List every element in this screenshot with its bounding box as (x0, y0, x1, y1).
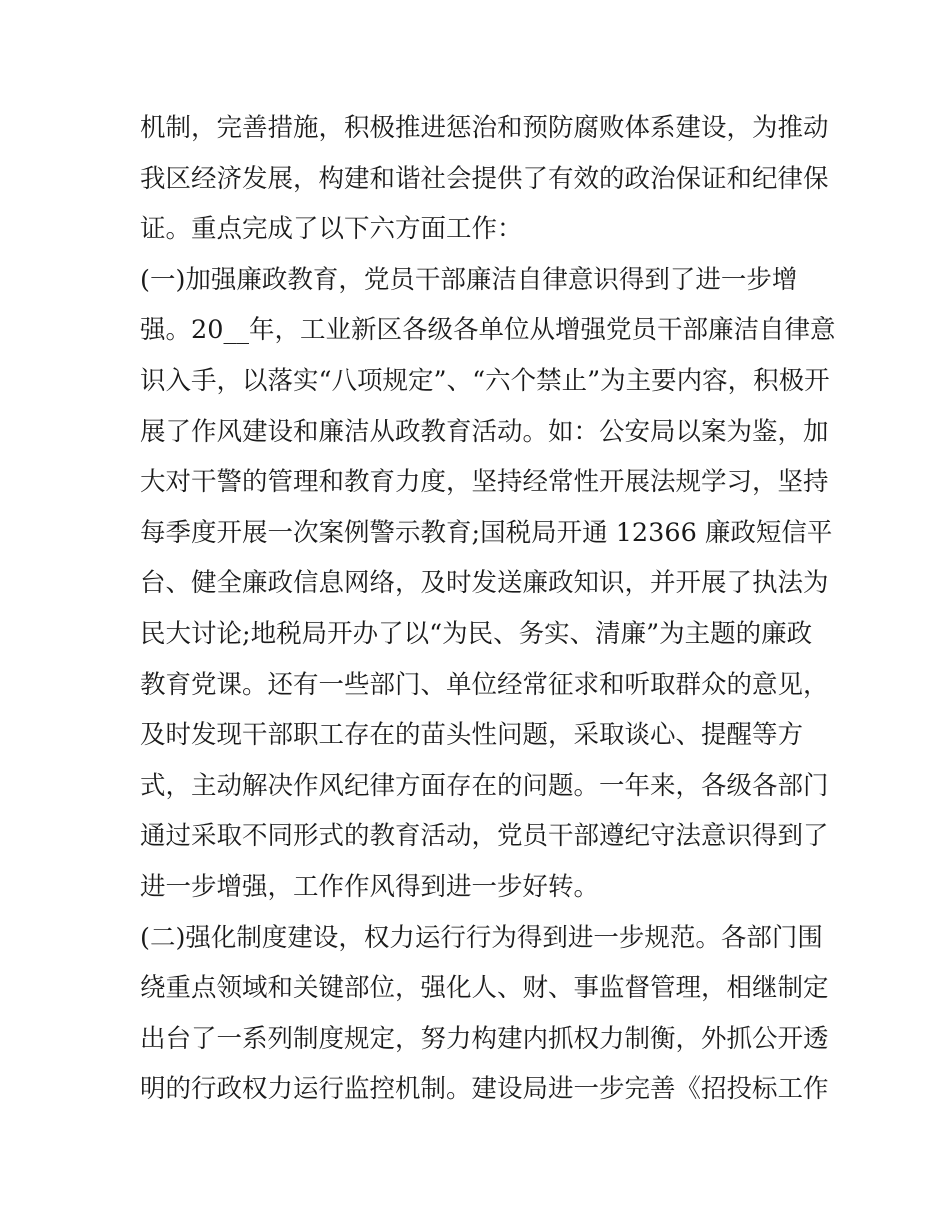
text-line: 式，主动解决作风纪律方面存在的问题。一年来，各级各部门 (140, 770, 829, 801)
text-line: 展了作风建设和廉洁从政教育活动。如：公安局以案为鉴，加 (140, 416, 829, 447)
text-line: 民大讨论;地税局开办了以“为民、务实、清廉”为主题的廉政 (140, 618, 813, 649)
text-line: 通过采取不同形式的教育活动，党员干部遵纪守法意识得到了 (140, 821, 829, 852)
text-line: 机制，完善措施，积极推进惩治和预防腐败体系建设，为推动 (140, 113, 829, 143)
text-line: 及时发现干部职工存在的苗头性问题，采取谈心、提醒等方 (140, 720, 804, 751)
text-line: 识入手，以落实“八项规定”、“六个禁止”为主要内容，积极开 (140, 365, 830, 396)
text-line: (一)加强廉政教育，党员干部廉洁自律意识得到了进一步增 (140, 264, 798, 295)
text-line: 台、健全廉政信息网络，及时发送廉政知识，并开展了执法为 (140, 568, 829, 599)
text-line: 明的行政权力运行监控机制。建设局进一步完善《招投标工作 (140, 1074, 829, 1105)
text-line: 每季度开展一次案例警示教育;国税局开通 12366 廉政短信平 (140, 517, 833, 548)
text-line: 绕重点领域和关键部位，强化人、财、事监督管理，相继制定 (140, 973, 829, 1004)
text-line: 教育党课。还有一些部门、单位经常征求和听取群众的意见， (140, 669, 829, 700)
body-text (140, 103, 836, 1115)
text-line: 强。20__年，工业新区各级各单位从增强党员干部廉洁自律意 (140, 315, 836, 346)
text-line: 出台了一系列制度规定，努力构建内抓权力制衡，外抓公开透 (140, 1023, 829, 1054)
text-line: 我区经济发展，构建和谐社会提供了有效的政治保证和纪律保 (140, 163, 829, 194)
text-line: 进一步增强，工作作风得到进一步好转。 (140, 871, 600, 902)
text-line: 大对干警的管理和教育力度，坚持经常性开展法规学习，坚持 (140, 467, 829, 498)
text-line: (二)强化制度建设，权力运行行为得到进一步规范。各部门围 (140, 922, 823, 953)
text-line: 证。重点完成了以下六方面工作： (140, 214, 523, 245)
